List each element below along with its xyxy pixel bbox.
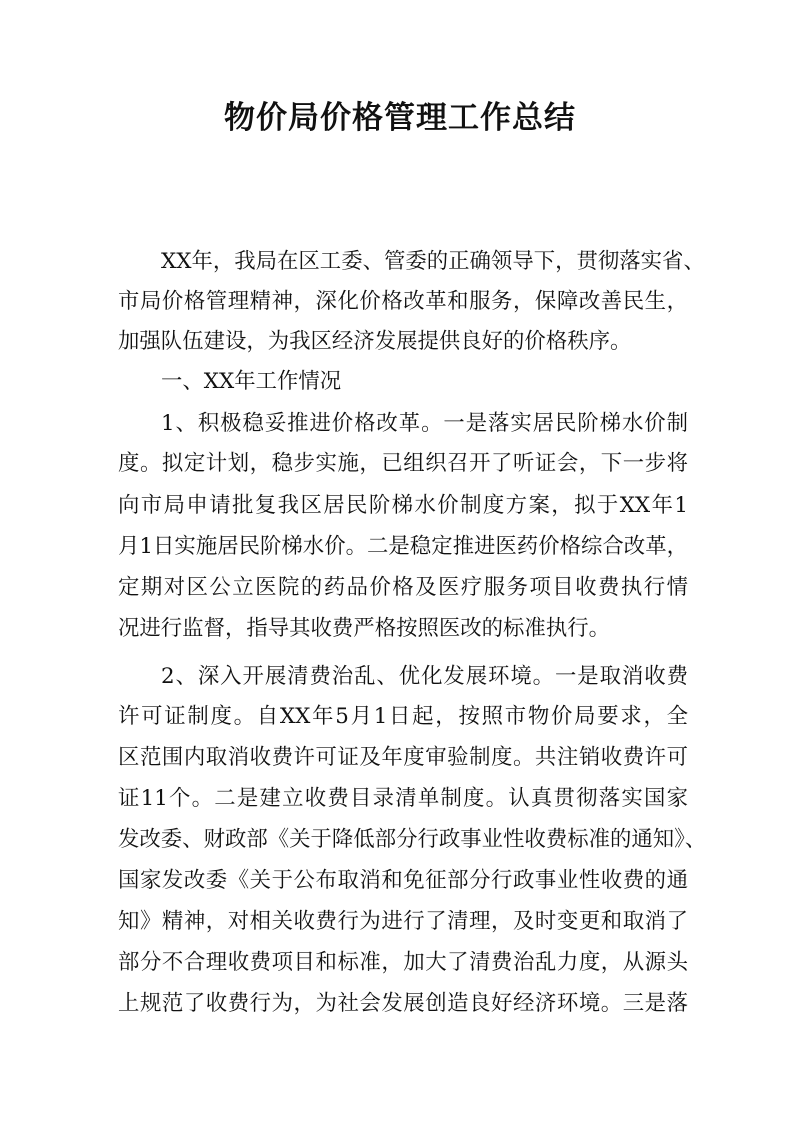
- text-line: 发改委、财政部《关于降低部分行政事业性收费标准的通知》、: [118, 827, 707, 852]
- text-line: 1、积极稳妥推进价格改革。一是落实居民阶梯水价制: [161, 411, 688, 436]
- text-line: 定期对区公立医院的药品价格及医疗服务项目收费执行情: [118, 575, 688, 600]
- text-line: 证11个。二是建立收费目录清单制度。认真贯彻落实国家: [118, 786, 688, 811]
- text-line: 部分不合理收费项目和标准，加大了清费治乱力度，从源头: [118, 950, 688, 975]
- text-line: XX年，我局在区工委、管委的正确领导下，贯彻落实省、: [161, 249, 705, 274]
- section-heading: 一、XX年工作情况: [161, 369, 342, 394]
- text-line: 知》精神，对相关收费行为进行了清理，及时变更和取消了: [118, 909, 688, 934]
- text-line: 加强队伍建设，为我区经济发展提供良好的价格秩序。: [118, 329, 632, 354]
- text-line: 向市局申请批复我区居民阶梯水价制度方案，拟于XX年1: [118, 493, 688, 518]
- document-title: 物价局价格管理工作总结: [224, 100, 576, 136]
- text-line: 上规范了收费行为，为社会发展创造良好经济环境。三是落: [118, 991, 688, 1016]
- text-line: 区范围内取消收费许可证及年度审验制度。共注销收费许可: [118, 745, 688, 770]
- text-line: 国家发改委《关于公布取消和免征部分行政事业性收费的通: [118, 868, 688, 893]
- text-line: 月1日实施居民阶梯水价。二是稳定推进医药价格综合改革，: [118, 534, 688, 559]
- text-line: 许可证制度。自XX年5月1日起，按照市物价局要求，全: [118, 704, 688, 729]
- text-line: 度。拟定计划，稳步实施，已组织召开了听证会，下一步将: [118, 451, 688, 476]
- text-line: 况进行监督，指导其收费严格按照医改的标准执行。: [118, 616, 610, 641]
- text-line: 2、深入开展清费治乱、优化发展环境。一是取消收费: [161, 664, 688, 689]
- text-line: 市局价格管理精神，深化价格改革和服务，保障改善民生，: [118, 289, 688, 314]
